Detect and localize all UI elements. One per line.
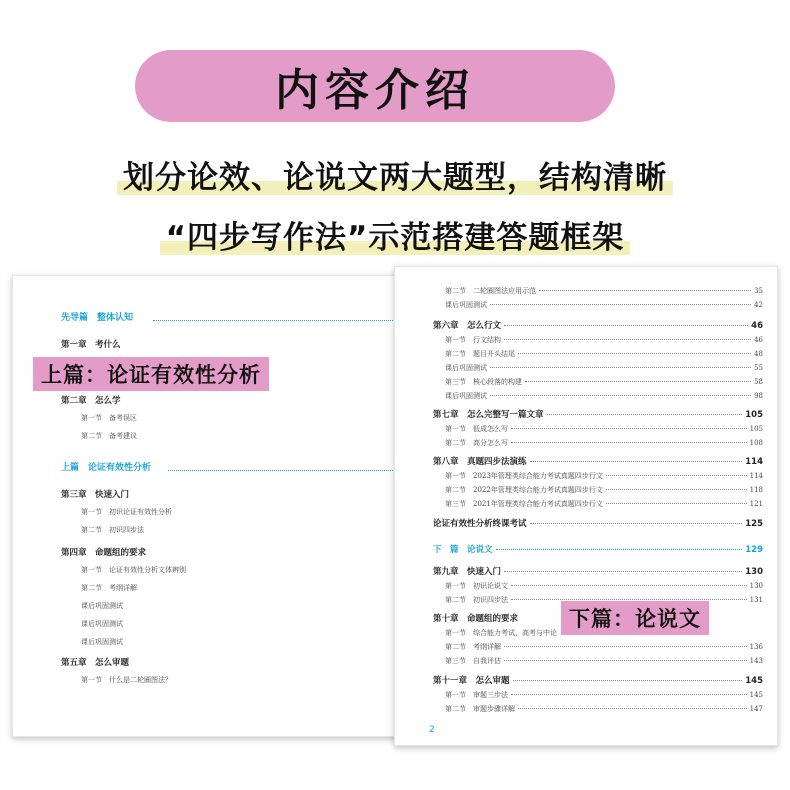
toc-section: 第二节 2022年管理类综合能力考试真题四步行文 118 bbox=[445, 486, 763, 494]
toc-section: 第二节 初识四步法 bbox=[81, 526, 144, 534]
toc-test: 课后巩固测试 bbox=[81, 620, 123, 628]
slogan-2: “四步写作法”示范搭建答题框架 bbox=[165, 220, 625, 256]
toc-section: 第三节 自我评估 143 bbox=[445, 657, 763, 665]
page-title: 内容介绍 bbox=[275, 65, 475, 116]
toc-section: 第三节 2021年管理类综合能力考试真题四步行文 121 bbox=[445, 500, 763, 508]
toc-section: 第一节 初识论证有效性分析 bbox=[81, 508, 172, 516]
part-divider bbox=[153, 320, 393, 321]
toc-chapter: 第五章 怎么审题 bbox=[61, 658, 130, 668]
toc-chapter: 第六章 怎么行文 46 bbox=[433, 321, 763, 331]
toc-section: 第二节 题目开头结尾 48 bbox=[445, 350, 763, 358]
toc-section: 第二节 高分怎么写 108 bbox=[445, 439, 763, 447]
toc-section: 第二节 审题步骤详解 147 bbox=[445, 705, 763, 713]
toc-section: 第一节 什么是二轮圈图法？ bbox=[81, 676, 172, 684]
toc-chapter: 第十章 命题组的要求 bbox=[433, 614, 519, 624]
toc-section: 第一节 2023年管理类综合能力考试真题四步行文 114 bbox=[445, 472, 763, 480]
toc-section: 第一节 备考误区 bbox=[81, 414, 137, 422]
toc-test: 课后巩固测试 55 bbox=[445, 364, 763, 372]
toc-section: 第二节 考纲详解 bbox=[81, 584, 137, 592]
toc-chapter: 第七章 怎么完整写一篇文章 105 bbox=[433, 410, 763, 420]
toc-section: 第一节 综合能力考试，高考与中论 bbox=[445, 629, 557, 637]
lower-part-tag: 下篇：论说文 bbox=[561, 601, 709, 635]
toc-chapter: 第三章 快速入门 bbox=[61, 490, 130, 500]
part-heading: 上篇 论证有效性分析 bbox=[61, 463, 152, 473]
toc-chapter: 第九章 快速入门 130 bbox=[433, 567, 763, 577]
toc-chapter: 第四章 命题组的要求 bbox=[61, 548, 147, 558]
page-number: 2 bbox=[429, 725, 435, 735]
part-heading: 下 篇 论说文 129 bbox=[433, 545, 763, 555]
toc-section: 第一节 行文结构 46 bbox=[445, 336, 763, 344]
toc-test: 课后巩固测试 42 bbox=[445, 301, 763, 309]
toc-section: 第一节 审题三步法 145 bbox=[445, 691, 763, 699]
toc-test: 课后巩固测试 bbox=[81, 602, 123, 610]
toc-page-left bbox=[12, 275, 402, 737]
toc-section: 第二节 备考建议 bbox=[81, 432, 137, 440]
toc-test: 课后巩固测试 98 bbox=[445, 392, 763, 400]
toc-section: 第三节 核心段落的构建 58 bbox=[445, 378, 763, 386]
slogan-1: 划分论效、论说文两大题型，结构清晰 bbox=[123, 160, 667, 196]
toc-page-right bbox=[394, 266, 778, 746]
toc-section: 第二节 考纲详解 136 bbox=[445, 643, 763, 651]
toc-chapter: 第十一章 怎么审题 145 bbox=[433, 676, 763, 686]
toc-chapter: 第二章 怎么学 bbox=[61, 396, 121, 406]
toc-section: 第一节 论证有效性分析文体辨别 bbox=[81, 566, 186, 574]
header-pill bbox=[135, 50, 615, 122]
toc-section: 第二节 初识四步法 131 bbox=[445, 596, 763, 604]
toc-chapter: 第八章 真题四步法演练 114 bbox=[433, 457, 763, 467]
upper-part-tag: 上篇：论证有效性分析 bbox=[33, 357, 269, 391]
toc-section: 第一节 初识论说文 130 bbox=[445, 582, 763, 590]
part-heading: 先导篇 整体认知 bbox=[61, 313, 134, 323]
toc-test: 课后巩固测试 bbox=[81, 638, 123, 646]
toc-section: 第一节 低成怎么写 105 bbox=[445, 425, 763, 433]
toc-chapter: 第一章 考什么 bbox=[61, 340, 121, 350]
toc-section: 第二节 二轮圈图法应用示范 35 bbox=[445, 287, 763, 295]
toc-chapter: 论证有效性分析终课考试 125 bbox=[433, 519, 763, 529]
part-divider bbox=[168, 470, 393, 471]
